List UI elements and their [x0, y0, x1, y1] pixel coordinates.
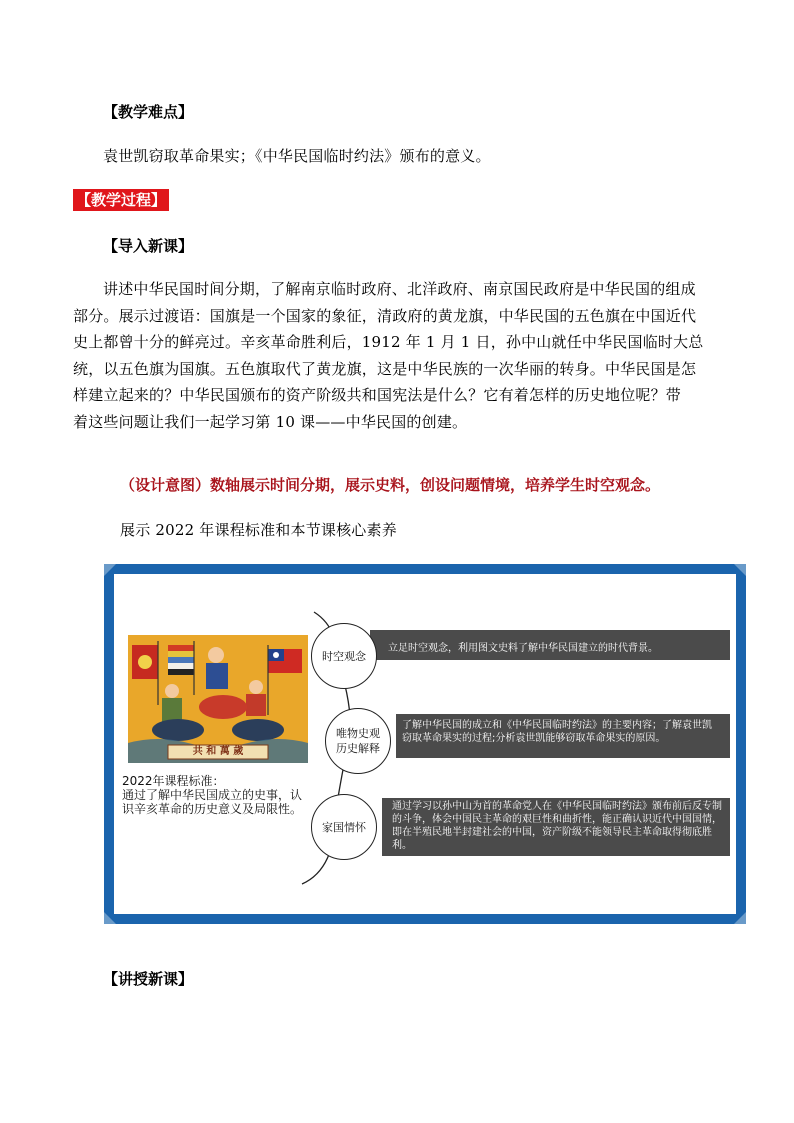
- literacy-band-2: 了解中华民国的成立和《中华民国临时约法》的主要内容；了解袁世凯窃取革命果实的过程;分析袁世凯能够窃取革命果实的原因。: [396, 714, 730, 758]
- literacy-band-3: 通过学习以孙中山为首的革命党人在《中华民国临时约法》颁布前后反专制的斗争，体会中国民主革命的艰巨性和曲折性，能正确认识近代中国国情，即在半殖民地半封建社会的中国，资产阶级不能领导民主革命取得彻底胜利。: [382, 798, 730, 856]
- difficulty-text: 袁世凯窃取革命果实；《中华民国临时约法》颁布的意义。: [103, 147, 491, 165]
- standard-title: 2022年课程标准：: [122, 774, 225, 788]
- literacy-figure: [104, 564, 746, 924]
- literacy-name: 历史解释: [336, 742, 380, 755]
- design-intent: （设计意图）数轴展示时间分期，展示史料，创设问题情境，培养学生时空观念。: [120, 476, 661, 494]
- intro-paragraph: [73, 276, 733, 435]
- standard-body: 通过了解中华民国成立的史事，认识辛亥革命的历史意义及局限性。: [122, 788, 303, 816]
- difficulty-heading: 【教学难点】: [103, 103, 194, 121]
- teach-heading: 【讲授新课】: [103, 970, 194, 988]
- process-tag: 【教学过程】: [73, 189, 169, 211]
- intro-line: 着这些问题让我们一起学习第 10 课——中华民国的创建。: [73, 412, 468, 431]
- intro-line: 样建立起来的？中华民国颁布的资产阶级共和国宪法是什么？它有着怎样的历史地位呢？带: [73, 386, 682, 404]
- literacy-circle-2: [325, 708, 391, 774]
- figure-canvas: [114, 574, 736, 914]
- literacy-name: 家国情怀: [322, 820, 366, 834]
- poster-caption: 共 和 萬 歲: [192, 746, 244, 757]
- intro-line: 部分。展示过渡语：国旗是一个国家的象征，清政府的黄龙旗，中华民国的五色旗在中国近代: [73, 306, 697, 325]
- literacy-circle-3: [311, 794, 377, 860]
- intro-line: 讲述中华民国时间分期，了解南京临时政府、北洋政府、南京国民政府是中华民国的组成: [103, 280, 696, 298]
- intro-line: 史上都曾十分的鲜亮过。辛亥革命胜利后，1912 年 1 月 1 日，孙中山就任中华民国临时大总: [73, 333, 704, 351]
- literacy-name: 时空观念: [322, 649, 366, 663]
- intro-heading: 【导入新课】: [103, 237, 194, 255]
- literacy-name: 唯物史观: [336, 727, 380, 740]
- literacy-circle-1: [311, 623, 377, 689]
- show-standard-text: 展示 2022 年课程标准和本节课核心素养: [120, 521, 397, 539]
- intro-line: 统，以五色旗为国旗。五色旗取代了黄龙旗，这是中华民族的一次华丽的转身。中华民国是怎: [73, 359, 697, 378]
- literacy-band-1: 立足时空观念，利用图文史料了解中华民国建立的时代背景。: [370, 630, 730, 660]
